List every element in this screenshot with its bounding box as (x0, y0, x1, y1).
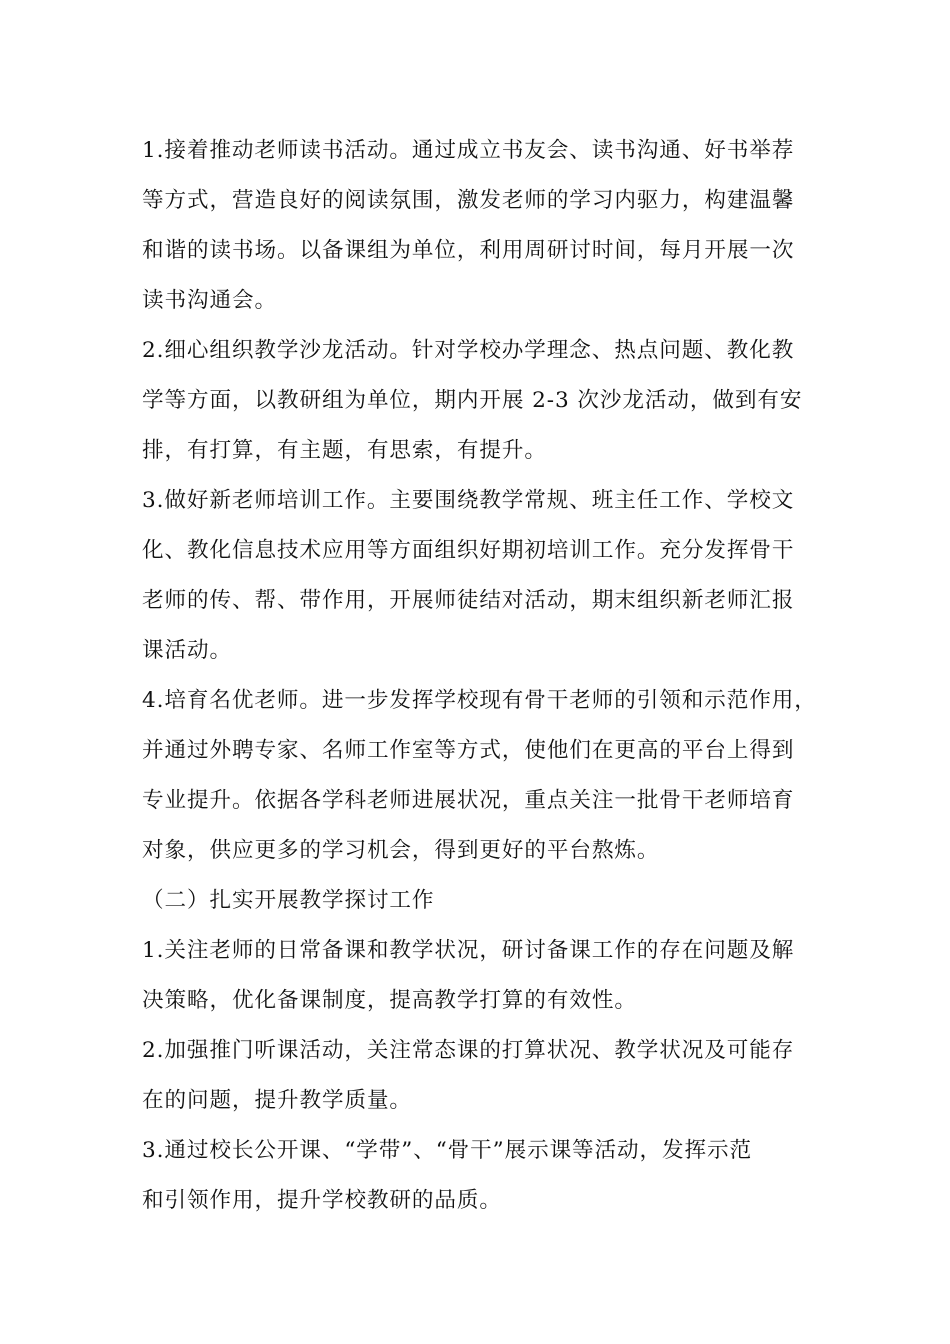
text-line: 2.加强推门听课活动，关注常态课的打算状况、教学状况及可能存 (142, 1038, 795, 1063)
text-line: 1.关注老师的日常备课和教学状况，研讨备课工作的存在问题及解 (142, 938, 795, 963)
paragraph-new-teacher-training (142, 476, 950, 676)
paragraph-class-observation (142, 1026, 950, 1126)
text-line: 专业提升。依据各学科老师进展状况，重点关注一批骨干老师培育 (142, 788, 795, 813)
text-line: 决策略，优化备课制度，提高教学打算的有效性。 (142, 988, 637, 1013)
paragraph-lesson-prep (142, 926, 950, 1026)
text-line: 和引领作用，提升学校教研的品质。 (142, 1188, 502, 1213)
text-line: 并通过外聘专家、名师工作室等方式，使他们在更高的平台上得到 (142, 738, 795, 763)
text-line: 学等方面，以教研组为单位，期内开展 2-3 次沙龙活动，做到有安 (142, 388, 803, 413)
text-line: 读书沟通会。 (142, 288, 277, 313)
text-line: 等方式，营造良好的阅读氛围，激发老师的学习内驱力，构建温馨 (142, 188, 795, 213)
section-heading-text: （二）扎实开展教学探讨工作 (142, 888, 435, 913)
text-line: 3.做好新老师培训工作。主要围绕教学常规、班主任工作、学校文 (142, 488, 795, 513)
text-line: 在的问题，提升教学质量。 (142, 1088, 412, 1113)
text-line: 3.通过校长公开课、“学带”、“骨干”展示课等活动，发挥示范 (142, 1138, 753, 1163)
paragraph-demo-lessons (142, 1126, 950, 1226)
section-heading (142, 876, 950, 926)
text-line: 1.接着推动老师读书活动。通过成立书友会、读书沟通、好书举荐 (142, 138, 795, 163)
text-line: 和谐的读书场。以备课组为单位，利用周研讨时间，每月开展一次 (142, 238, 795, 263)
text-line: 课活动。 (142, 638, 232, 663)
text-line: 2.细心组织教学沙龙活动。针对学校办学理念、热点问题、教化教 (142, 338, 795, 363)
paragraph-excellent-teachers (142, 676, 950, 876)
text-line: 4.培育名优老师。进一步发挥学校现有骨干老师的引领和示范作用， (142, 688, 817, 713)
text-line: 排，有打算，有主题，有思索，有提升。 (142, 438, 547, 463)
text-line: 化、教化信息技术应用等方面组织好期初培训工作。充分发挥骨干 (142, 538, 795, 563)
text-line: 对象，供应更多的学习机会，得到更好的平台熬炼。 (142, 838, 660, 863)
text-line: 老师的传、帮、带作用，开展师徒结对活动，期末组织新老师汇报 (142, 588, 795, 613)
paragraph-reading-activity (142, 126, 950, 326)
paragraph-teaching-salon (142, 326, 950, 476)
